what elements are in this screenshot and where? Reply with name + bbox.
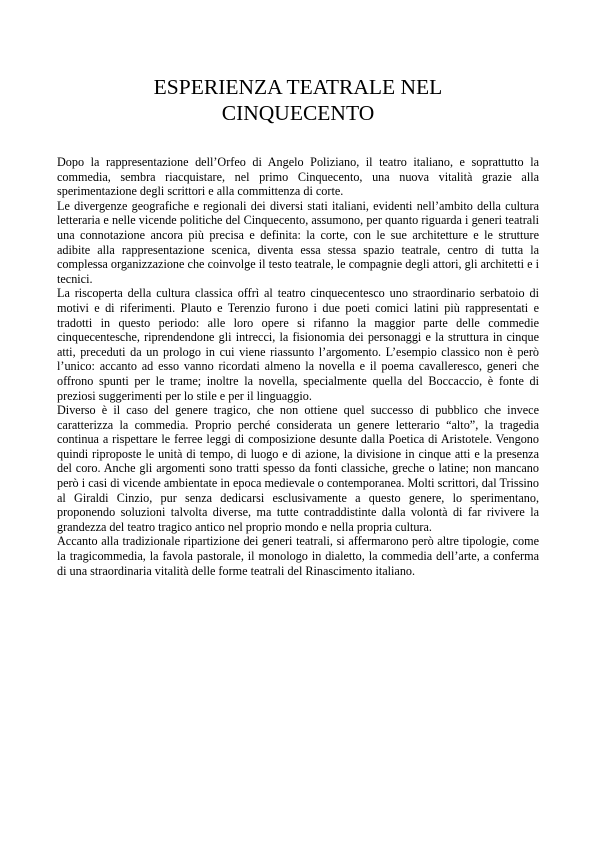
paragraph-3: La riscoperta della cultura classica offrì al teatro cinquecentesco uno straordinario serbatoio di motivi e di riferimenti. Plauto e Terenzio furono i due poeti comici latini più rappresentati e tradotti in questo periodo: alle loro opere si rifanno la maggior parte delle commedie cinquecentesche, riprendendone gli intrecci, la fisionomia dei personaggi e la struttura in cinque atti, preceduti da un prologo in cui viene riassunto l’argomento. L’esempio classico non è però l’unico: accanto ad esso vanno ricordati almeno la novella e il poema cavalleresco, generi che offrono spunti per le trame; inoltre la novella, specialmente quella del Boccaccio, è fonte di preziosi suggerimenti per lo stile e per il linguaggio. [57, 286, 539, 403]
paragraph-5: Accanto alla tradizionale ripartizione dei generi teatrali, si affermarono però altre tipologie, come la tragicommedia, la favola pastorale, il monologo in dialetto, la commedia dell’arte, a conferma di una straordinaria vitalità delle forme teatrali del Rinascimento italiano. [57, 534, 539, 578]
title-line-1: ESPERIENZA TEATRALE NEL [153, 75, 443, 99]
paragraph-1: Dopo la rappresentazione dell’Orfeo di Angelo Poliziano, il teatro italiano, e soprattutto la commedia, sembra riacquistare, nel primo Cinquecento, una nuova vitalità grazie alla sperimentazione degli scrittori e alla committenza di corte. [57, 155, 539, 199]
document-body [57, 155, 539, 578]
page-title [60, 74, 536, 126]
paragraph-4: Diverso è il caso del genere tragico, che non ottiene quel successo di pubblico che invece caratterizza la commedia. Proprio perché considerata un genere letterario “alto”, la tragedia continua a rispettare le ferree leggi di composizione desunte dalla Poetica di Aristotele. Vengono quindi riproposte le unità di tempo, di luogo e di azione, la divisione in cinque atti e la presenza del coro. Anche gli argomenti sono tratti spesso da fonti classiche, greche o latine; non mancano però i casi di vicende ambientate in epoca medievale o contemporanea. Molti scrittori, dal Trissino al Giraldi Cinzio, pur senza dedicarsi esclusivamente a questo genere, lo sperimentano, proponendo soluzioni talvolta diverse, ma tutte contraddistinte dalla volontà di far rivivere la grandezza del teatro tragico antico nel proprio mondo e nella propria cultura. [57, 403, 539, 534]
title-line-2: CINQUECENTO [221, 101, 375, 125]
paragraph-2: Le divergenze geografiche e regionali dei diversi stati italiani, evidenti nell’ambito della cultura letteraria e nelle vicende politiche del Cinquecento, assumono, per quanto riguarda i generi teatrali una connotazione ancora più precisa e definita: la corte, con le sue architetture e le strutture adibite alla rappresentazione scenica, diventa essa stessa spazio teatrale, centro di tutta la complessa organizzazione che coinvolge il testo teatrale, le compagnie degli attori, gli architetti e i tecnici. [57, 198, 539, 286]
